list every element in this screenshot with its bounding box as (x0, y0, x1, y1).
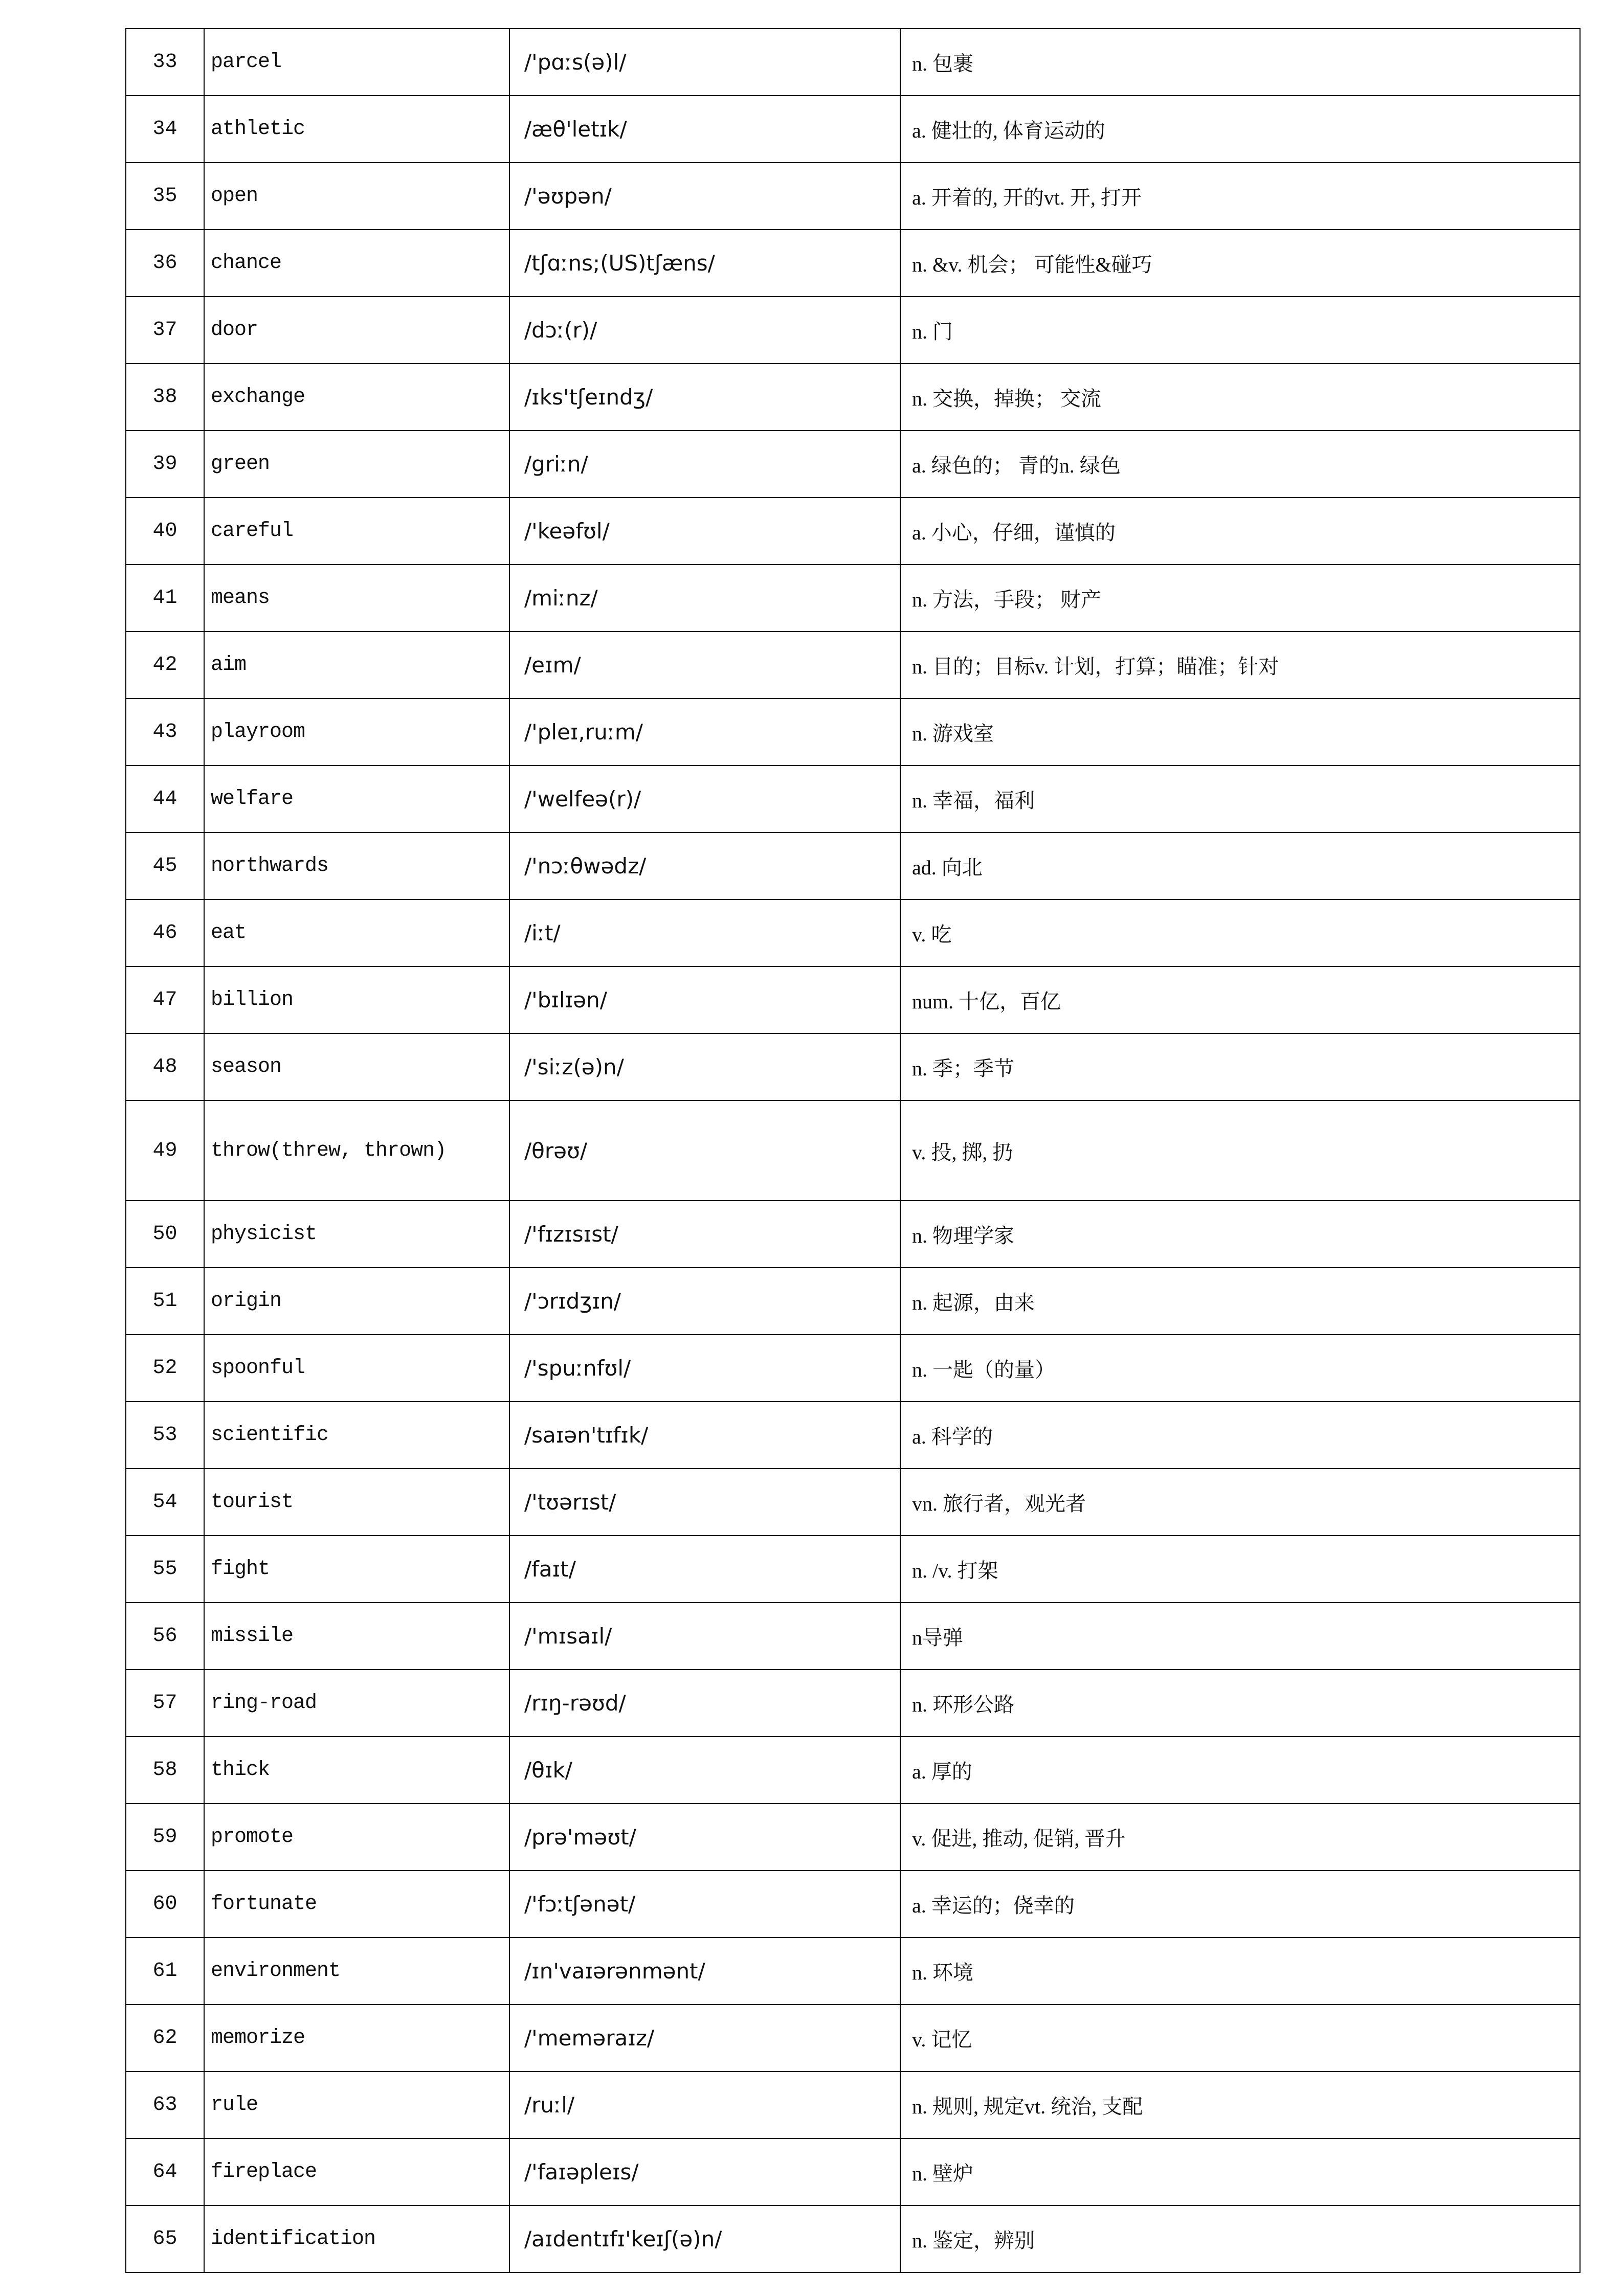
word-cell: environment (204, 1938, 509, 2005)
table-row (126, 699, 1580, 766)
meaning-cell: n. 起源，由来 (900, 1268, 1580, 1335)
table-row (126, 1201, 1580, 1268)
number-cell: 38 (126, 364, 204, 431)
word-cell: careful (204, 498, 509, 565)
table-row (126, 1938, 1580, 2005)
table-row (126, 364, 1580, 431)
number-cell: 57 (126, 1670, 204, 1737)
word-cell: fight (204, 1536, 509, 1603)
table-row (126, 1670, 1580, 1737)
phonetic-cell: /'tʊərɪst/ (509, 1469, 900, 1536)
table-row (126, 1402, 1580, 1469)
word-cell: fireplace (204, 2139, 509, 2205)
phonetic-cell: /'keəfʊl/ (509, 498, 900, 565)
meaning-cell: n. 季；季节 (900, 1033, 1580, 1100)
table-row (126, 1335, 1580, 1402)
phonetic-cell: /'faɪəpleɪs/ (509, 2139, 900, 2205)
number-cell: 41 (126, 565, 204, 632)
meaning-cell: num. 十亿，百亿 (900, 966, 1580, 1033)
meaning-cell: v. 投, 掷, 扔 (900, 1100, 1580, 1201)
number-cell: 50 (126, 1201, 204, 1268)
table-row (126, 1268, 1580, 1335)
meaning-cell: ad. 向北 (900, 832, 1580, 899)
phonetic-cell: /'welfeə(r)/ (509, 766, 900, 832)
phonetic-cell: /'ɔrɪdʒɪn/ (509, 1268, 900, 1335)
table-row (126, 565, 1580, 632)
word-cell: open (204, 163, 509, 230)
meaning-cell: n. &v. 机会； 可能性&碰巧 (900, 230, 1580, 297)
number-cell: 35 (126, 163, 204, 230)
table-row (126, 899, 1580, 966)
table-row (126, 1603, 1580, 1670)
number-cell: 59 (126, 1804, 204, 1871)
table-row (126, 230, 1580, 297)
phonetic-cell: /tʃɑːns;(US)tʃæns/ (509, 230, 900, 297)
number-cell: 49 (126, 1100, 204, 1201)
number-cell: 61 (126, 1938, 204, 2005)
phonetic-cell: /eɪm/ (509, 632, 900, 699)
phonetic-cell: /ɪn'vaɪərənmənt/ (509, 1938, 900, 2005)
word-cell: thick (204, 1737, 509, 1804)
number-cell: 53 (126, 1402, 204, 1469)
meaning-cell: n. 鉴定，辨别 (900, 2205, 1580, 2272)
phonetic-cell: /ruːl/ (509, 2072, 900, 2139)
table-row (126, 29, 1580, 96)
number-cell: 34 (126, 96, 204, 163)
number-cell: 43 (126, 699, 204, 766)
word-cell: parcel (204, 29, 509, 96)
meaning-cell: a. 健壮的, 体育运动的 (900, 96, 1580, 163)
vocabulary-table-body (126, 29, 1580, 2272)
table-row (126, 96, 1580, 163)
word-cell: spoonful (204, 1335, 509, 1402)
word-cell: ring-road (204, 1670, 509, 1737)
table-row (126, 431, 1580, 498)
word-cell: door (204, 297, 509, 364)
table-row (126, 2072, 1580, 2139)
number-cell: 64 (126, 2139, 204, 2205)
number-cell: 47 (126, 966, 204, 1033)
phonetic-cell: /dɔː(r)/ (509, 297, 900, 364)
phonetic-cell: /griːn/ (509, 431, 900, 498)
phonetic-cell: /iːt/ (509, 899, 900, 966)
phonetic-cell: /'siːz(ə)n/ (509, 1033, 900, 1100)
number-cell: 44 (126, 766, 204, 832)
meaning-cell: n. /v. 打架 (900, 1536, 1580, 1603)
number-cell: 42 (126, 632, 204, 699)
meaning-cell: a. 绿色的； 青的n. 绿色 (900, 431, 1580, 498)
number-cell: 62 (126, 2005, 204, 2072)
table-row (126, 163, 1580, 230)
number-cell: 65 (126, 2205, 204, 2272)
word-cell: physicist (204, 1201, 509, 1268)
number-cell: 37 (126, 297, 204, 364)
table-row (126, 1871, 1580, 1938)
meaning-cell: a. 科学的 (900, 1402, 1580, 1469)
meaning-cell: vn. 旅行者，观光者 (900, 1469, 1580, 1536)
word-cell: memorize (204, 2005, 509, 2072)
word-cell: tourist (204, 1469, 509, 1536)
phonetic-cell: /'əʊpən/ (509, 163, 900, 230)
phonetic-cell: /'fɪzɪsɪst/ (509, 1201, 900, 1268)
phonetic-cell: /'pleɪ,ruːm/ (509, 699, 900, 766)
phonetic-cell: /θrəʊ/ (509, 1100, 900, 1201)
meaning-cell: n导弹 (900, 1603, 1580, 1670)
phonetic-cell: /saɪən'tɪfɪk/ (509, 1402, 900, 1469)
phonetic-cell: /faɪt/ (509, 1536, 900, 1603)
meaning-cell: n. 壁炉 (900, 2139, 1580, 2205)
table-row (126, 766, 1580, 832)
meaning-cell: n. 目的；目标v. 计划，打算；瞄准；针对 (900, 632, 1580, 699)
meaning-cell: a. 厚的 (900, 1737, 1580, 1804)
number-cell: 39 (126, 431, 204, 498)
meaning-cell: n. 交换，掉换； 交流 (900, 364, 1580, 431)
phonetic-cell: /'nɔːθwədz/ (509, 832, 900, 899)
meaning-cell: a. 开着的, 开的vt. 开, 打开 (900, 163, 1580, 230)
word-cell: rule (204, 2072, 509, 2139)
phonetic-cell: /'mɪsaɪl/ (509, 1603, 900, 1670)
word-cell: fortunate (204, 1871, 509, 1938)
word-cell: origin (204, 1268, 509, 1335)
vocabulary-table (125, 28, 1581, 2273)
meaning-cell: n. 环形公路 (900, 1670, 1580, 1737)
meaning-cell: v. 吃 (900, 899, 1580, 966)
table-row (126, 2005, 1580, 2072)
word-cell: scientific (204, 1402, 509, 1469)
phonetic-cell: /'meməraɪz/ (509, 2005, 900, 2072)
phonetic-cell: /miːnz/ (509, 565, 900, 632)
meaning-cell: a. 幸运的；侥幸的 (900, 1871, 1580, 1938)
meaning-cell: n. 规则, 规定vt. 统治, 支配 (900, 2072, 1580, 2139)
number-cell: 40 (126, 498, 204, 565)
phonetic-cell: /'bɪlɪən/ (509, 966, 900, 1033)
number-cell: 55 (126, 1536, 204, 1603)
table-row (126, 1100, 1580, 1201)
table-row (126, 1804, 1580, 1871)
word-cell: eat (204, 899, 509, 966)
number-cell: 52 (126, 1335, 204, 1402)
table-row (126, 1536, 1580, 1603)
number-cell: 60 (126, 1871, 204, 1938)
word-cell: welfare (204, 766, 509, 832)
table-row (126, 297, 1580, 364)
word-cell: promote (204, 1804, 509, 1871)
table-row (126, 2139, 1580, 2205)
word-cell: billion (204, 966, 509, 1033)
phonetic-cell: /'pɑːs(ə)l/ (509, 29, 900, 96)
phonetic-cell: /rɪŋ-rəʊd/ (509, 1670, 900, 1737)
phonetic-cell: /ɪks'tʃeɪndʒ/ (509, 364, 900, 431)
phonetic-cell: /aɪdentɪfɪ'keɪʃ(ə)n/ (509, 2205, 900, 2272)
phonetic-cell: /prə'məʊt/ (509, 1804, 900, 1871)
word-cell: identification (204, 2205, 509, 2272)
word-cell: missile (204, 1603, 509, 1670)
meaning-cell: n. 物理学家 (900, 1201, 1580, 1268)
phonetic-cell: /'fɔːtʃənət/ (509, 1871, 900, 1938)
number-cell: 46 (126, 899, 204, 966)
meaning-cell: v. 记忆 (900, 2005, 1580, 2072)
table-row (126, 632, 1580, 699)
table-row (126, 498, 1580, 565)
table-row (126, 832, 1580, 899)
number-cell: 54 (126, 1469, 204, 1536)
word-cell: northwards (204, 832, 509, 899)
table-row (126, 1737, 1580, 1804)
table-row (126, 2205, 1580, 2272)
table-row (126, 966, 1580, 1033)
meaning-cell: n. 环境 (900, 1938, 1580, 2005)
word-cell: throw(threw, thrown) (204, 1100, 509, 1201)
number-cell: 33 (126, 29, 204, 96)
word-cell: exchange (204, 364, 509, 431)
number-cell: 58 (126, 1737, 204, 1804)
meaning-cell: n. 包裹 (900, 29, 1580, 96)
phonetic-cell: /'spuːnfʊl/ (509, 1335, 900, 1402)
word-cell: aim (204, 632, 509, 699)
table-row (126, 1469, 1580, 1536)
number-cell: 48 (126, 1033, 204, 1100)
number-cell: 51 (126, 1268, 204, 1335)
meaning-cell: n. 游戏室 (900, 699, 1580, 766)
meaning-cell: n. 门 (900, 297, 1580, 364)
number-cell: 36 (126, 230, 204, 297)
meaning-cell: v. 促进, 推动, 促销, 晋升 (900, 1804, 1580, 1871)
word-cell: chance (204, 230, 509, 297)
meaning-cell: n. 一匙（的量） (900, 1335, 1580, 1402)
word-cell: season (204, 1033, 509, 1100)
number-cell: 63 (126, 2072, 204, 2139)
word-cell: green (204, 431, 509, 498)
phonetic-cell: /θɪk/ (509, 1737, 900, 1804)
phonetic-cell: /æθ'letɪk/ (509, 96, 900, 163)
number-cell: 56 (126, 1603, 204, 1670)
number-cell: 45 (126, 832, 204, 899)
table-row (126, 1033, 1580, 1100)
meaning-cell: n. 方法，手段； 财产 (900, 565, 1580, 632)
meaning-cell: n. 幸福，福利 (900, 766, 1580, 832)
word-cell: means (204, 565, 509, 632)
word-cell: playroom (204, 699, 509, 766)
word-cell: athletic (204, 96, 509, 163)
meaning-cell: a. 小心，仔细，谨慎的 (900, 498, 1580, 565)
